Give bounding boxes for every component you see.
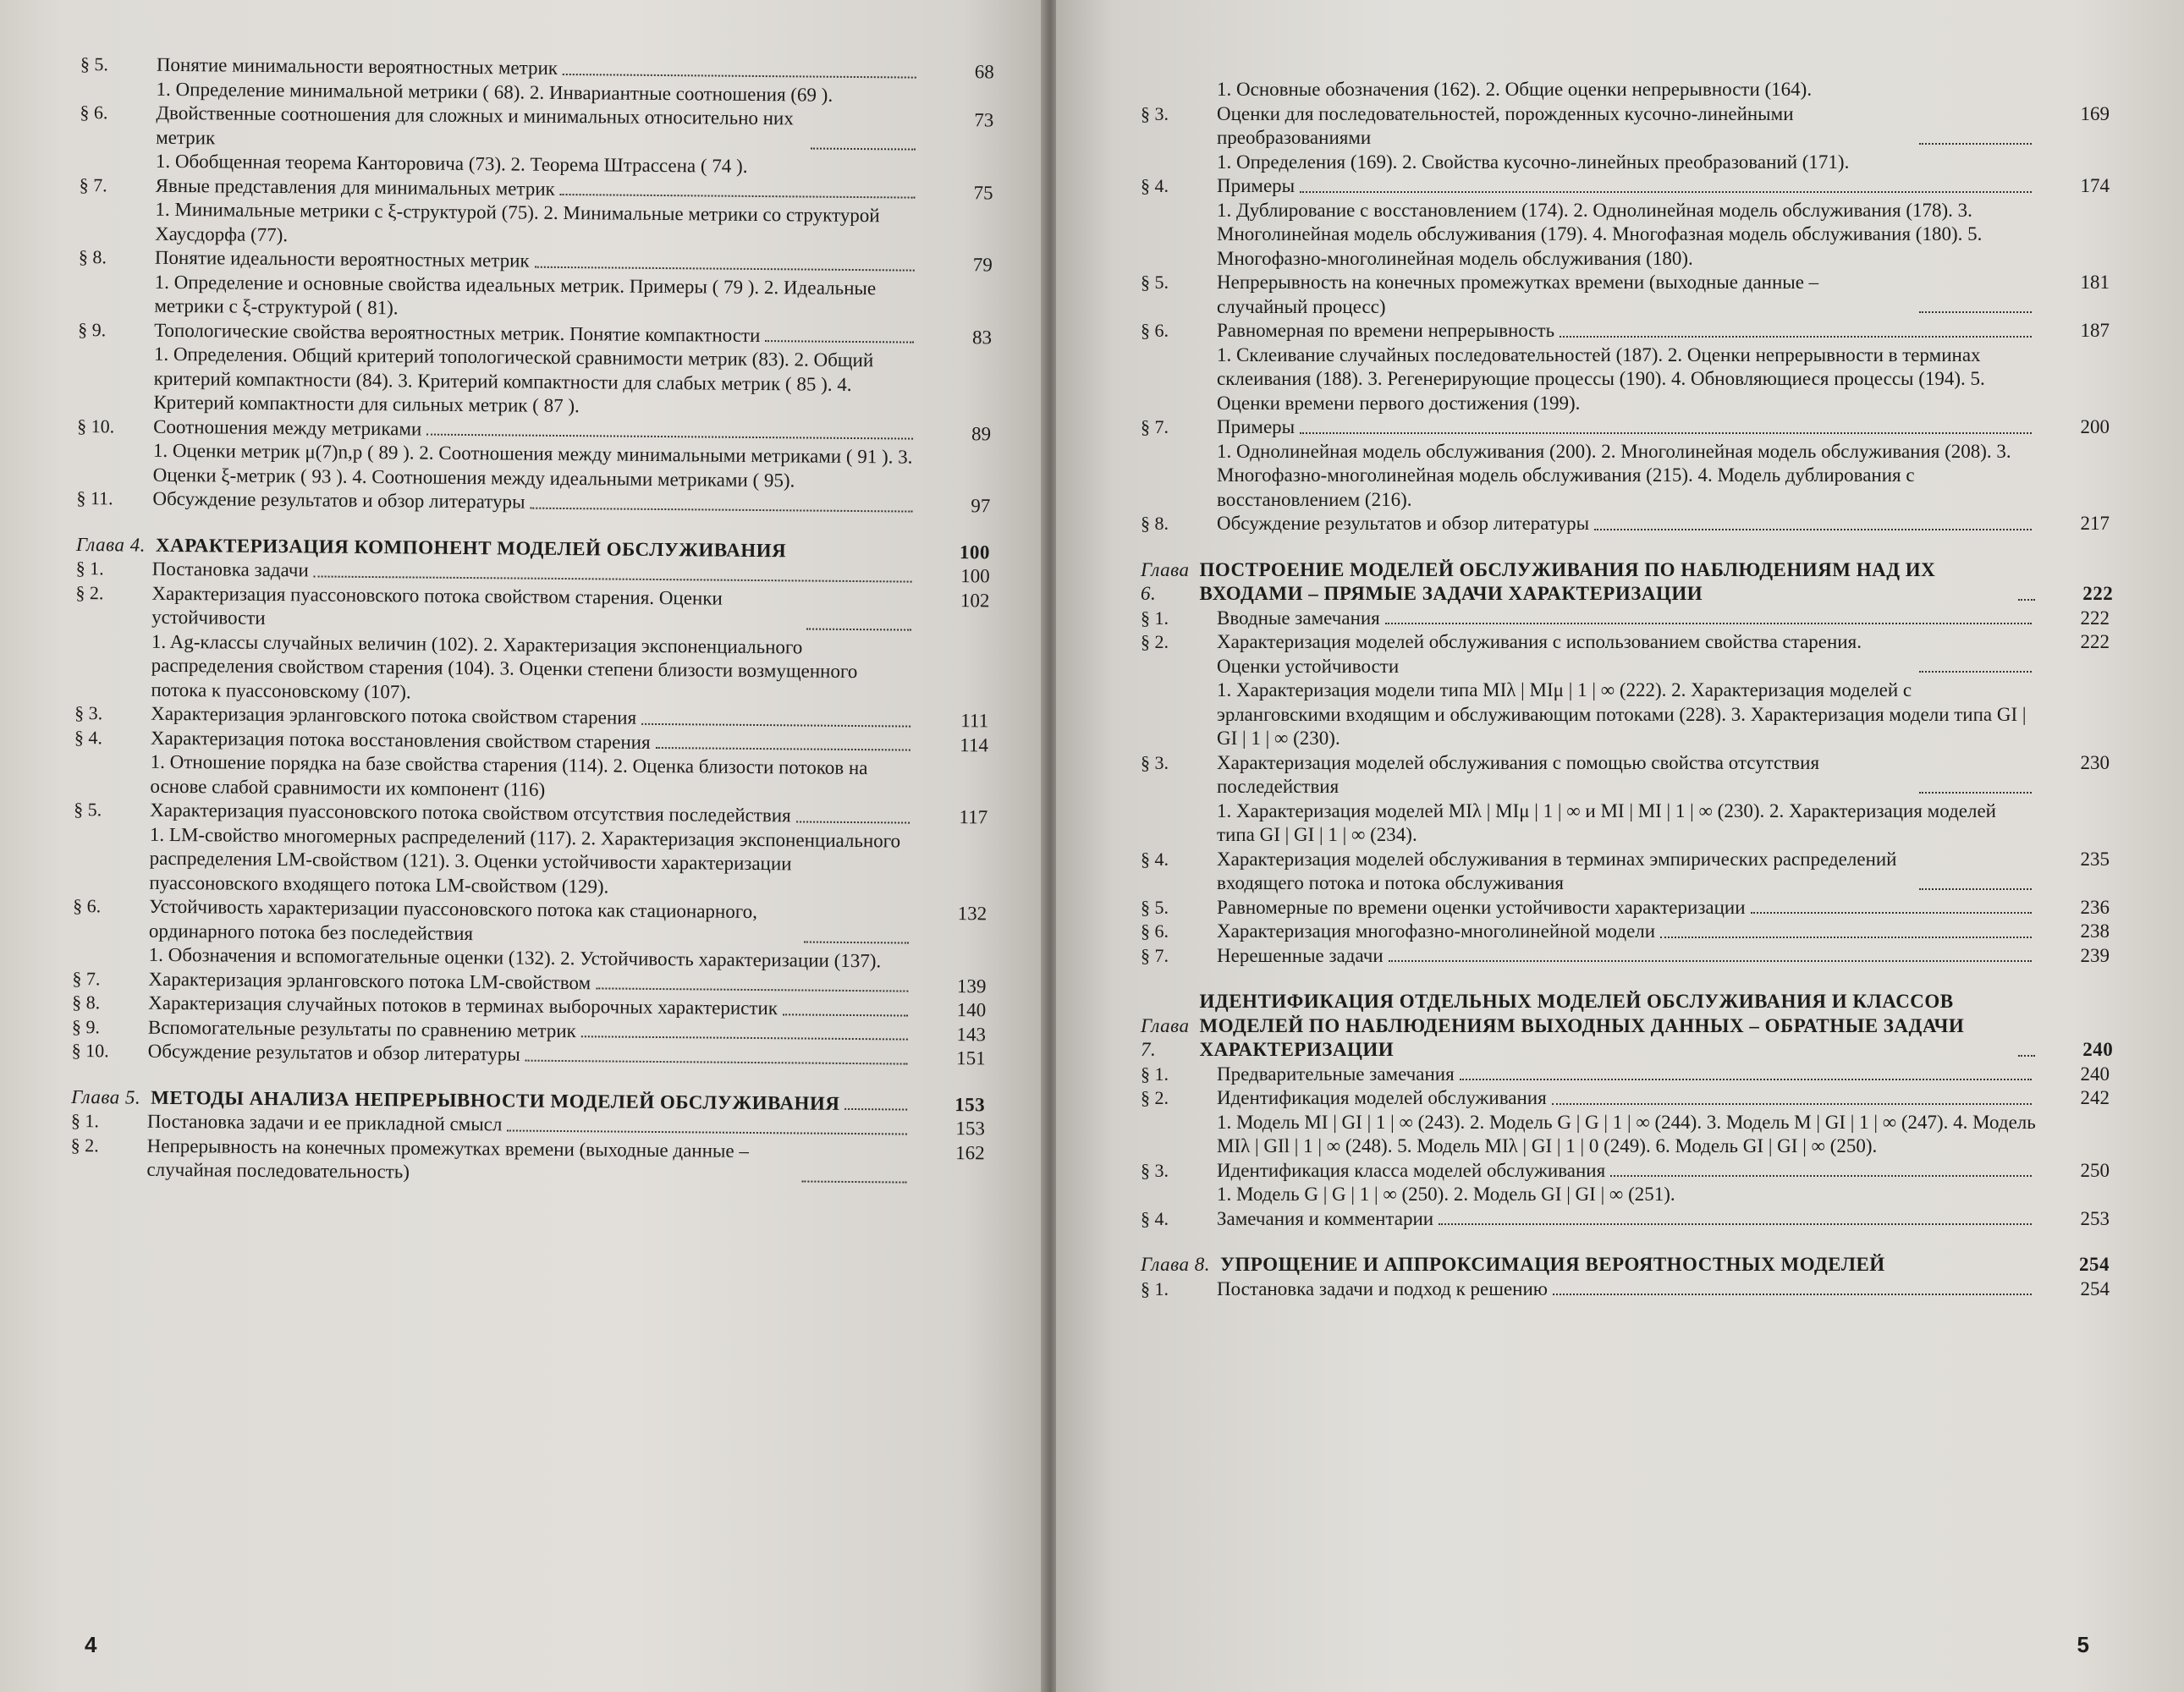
dot-leader [1553, 1294, 2032, 1295]
dot-leader [1560, 336, 2032, 338]
chapter-page: 254 [2079, 1254, 2110, 1275]
toc-entry [1141, 630, 2110, 751]
dot-leader [796, 821, 910, 823]
toc-entry [77, 414, 992, 494]
chapter-page: 153 [954, 1093, 986, 1115]
toc-entry [79, 173, 993, 253]
page-ref: 222 [2080, 631, 2110, 652]
entry-title-line [1217, 1277, 2037, 1302]
section-number: § 2. [70, 1134, 99, 1156]
toc-entry [1141, 415, 2110, 512]
section-title: Замечания и комментарии [1217, 1207, 1434, 1229]
dot-leader [656, 747, 910, 751]
entry-body [146, 1134, 911, 1189]
section-number: § 1. [70, 1109, 100, 1132]
section-number: § 10. [77, 415, 115, 437]
page-ref: 222 [2080, 607, 2110, 629]
section-title: Оценки для последовательностей, порожденных кусочно-линейными преобразованиями [1217, 102, 1794, 148]
entry-body [1217, 415, 2037, 512]
section-title: Характеризация моделей обслуживания в терминах эмпирических распределений входящего потока и потока обслуживания [1217, 848, 1897, 893]
entry-body [149, 799, 915, 902]
subsection-list: 1. Характеризация модели типа MIλ | MIμ | 1 | ∞ (222). 2. Характеризация моделей с эрланговскими входящим и обслуживающим потоками (228). 3. Характеризация модели типа GI | GI | 1 | ∞ (230). [1217, 679, 2027, 749]
section-number: § 6. [80, 101, 108, 124]
chapter-6-heading [1141, 558, 2114, 607]
entry-title-line [1217, 751, 2037, 799]
chapter-4-entries [72, 557, 990, 1071]
section-number: § 2. [1141, 631, 1169, 652]
dot-leader [802, 1180, 907, 1183]
page-ref: 100 [960, 565, 990, 587]
section-number: § 11. [76, 486, 113, 509]
entry-title-line [1217, 944, 2037, 969]
section-number: § 6. [1141, 320, 1169, 341]
page-ref: 240 [2080, 1063, 2110, 1085]
entry-title-line [1217, 319, 2037, 343]
chapter-5-entries [70, 1109, 985, 1189]
page-ref: 235 [2080, 848, 2110, 870]
left-toc [70, 52, 994, 1189]
toc-entry [1141, 102, 2110, 175]
chapter-7-heading [1141, 990, 2114, 1063]
dot-leader [811, 148, 916, 151]
section-number: § 3. [1141, 102, 1169, 124]
entry-title-line [156, 102, 921, 157]
entry-title-line [1217, 607, 2037, 631]
section-title: Вспомогательные результаты по сравнению метрик [147, 1016, 576, 1041]
section-number: § 5. [74, 798, 102, 821]
right-page [1056, 0, 2184, 1692]
subsection-list: 1. Обобщенная теорема Канторовича (73). 2. Теорема Штрассена ( 74 ). [155, 150, 748, 177]
section-title: Вводные замечания [1217, 607, 1380, 629]
section-number: § 5. [1141, 896, 1169, 918]
section-number: § 4. [1141, 848, 1169, 870]
toc-entry [73, 798, 987, 902]
entry-body [150, 726, 916, 805]
subsection-list: 1. Оценки метрик μ(7)n,p ( 89 ). 2. Соотношения между минимальными метриками ( 91 ). 3. Оценки ξ-метрик ( 93 ). 4. Соотношения между идеальными метриками ( 95). [152, 439, 913, 491]
section-title: Равномерные по времени оценки устойчивости характеризации [1217, 896, 1746, 918]
dot-leader [1594, 529, 2032, 530]
toc-entry [1141, 751, 2110, 848]
page-ref: 174 [2080, 175, 2110, 196]
entry-title-line [1217, 896, 2037, 920]
dot-leader [314, 575, 912, 582]
page-ref: 73 [974, 109, 994, 131]
dot-leader [765, 340, 914, 343]
subsection-list: 1. Модель G | G | 1 | ∞ (250). 2. Модель GI | GI | ∞ (251). [1217, 1184, 1675, 1205]
entry-body [1217, 319, 2037, 415]
entry-title-line [1217, 512, 2037, 536]
section-title: Понятие идеальности вероятностных метрик [154, 246, 530, 272]
section-title: Характеризация потока восстановления свойством старения [150, 727, 651, 753]
section-number: § 4. [1141, 175, 1169, 196]
toc-entry [1141, 1207, 2110, 1232]
entry-title-line [1217, 174, 2037, 199]
page-ref: 242 [2080, 1087, 2110, 1108]
section-title: Идентификация моделей обслуживания [1217, 1087, 1547, 1108]
dot-leader [804, 942, 909, 944]
page-ref: 254 [2080, 1277, 2110, 1299]
page-ref: 79 [972, 254, 993, 276]
section-title: Идентификация класса моделей обслуживания [1217, 1159, 1606, 1181]
page-ref: 102 [960, 589, 990, 611]
section-title: Характеризация эрланговского потока свойством старения [151, 702, 637, 728]
chapter-8-heading [1141, 1253, 2110, 1277]
dot-leader [535, 266, 915, 271]
dot-leader [596, 987, 908, 992]
entry-title-line [1217, 1207, 2037, 1232]
dot-leader [1751, 912, 2032, 914]
continued-subentry [1141, 78, 2110, 102]
page-ref: 111 [960, 710, 989, 732]
page-ref: 181 [2080, 272, 2110, 293]
section-title: Характеризация моделей обслуживания с помощью свойства отсутствия последействия [1217, 751, 1820, 797]
entry-body [1217, 607, 2037, 631]
toc-entry [1141, 944, 2110, 969]
page-ref: 162 [955, 1141, 985, 1163]
entry-body [149, 895, 915, 974]
left-page [0, 0, 1046, 1692]
chapter-label: Глава 8. [1141, 1254, 1210, 1275]
section-number: § 9. [71, 1015, 101, 1037]
section-number: § 5. [1141, 272, 1169, 293]
page-ref: 169 [2080, 102, 2110, 124]
toc-entry [73, 894, 987, 975]
toc-entry [74, 725, 988, 805]
section-number: § 10. [71, 1039, 109, 1062]
section-number: § 2. [75, 581, 104, 603]
subsection-list: 1. Минимальные метрики с ξ-структурой (75). 2. Минимальные метрики со структурой Хаусдорфа (77). [155, 198, 880, 245]
toc-entry [1141, 1277, 2110, 1302]
entry-title-line [1217, 848, 2037, 896]
section-title: Характеризация пуассоновского потока свойством старения. Оценки устойчивости [151, 582, 723, 629]
toc-entry [1141, 319, 2110, 415]
dot-leader [1385, 623, 2032, 624]
section-number: § 1. [1141, 1063, 1169, 1085]
section-title: Постановка задачи и подход к решению [1217, 1277, 1548, 1299]
entry-title-line [1217, 1063, 2037, 1087]
section-number: § 8. [78, 245, 107, 268]
dot-leader [1300, 191, 2032, 193]
chapter-label: Глава 4. [75, 533, 146, 556]
entry-body [155, 173, 921, 252]
chapter-title: УПРОЩЕНИЕ И АППРОКСИМАЦИЯ ВЕРОЯТНОСТНЫХ МОДЕЛЕЙ [1220, 1254, 1885, 1275]
page-ref: 140 [956, 999, 987, 1021]
chapter-title: ИДЕНТИФИКАЦИЯ ОТДЕЛЬНЫХ МОДЕЛЕЙ ОБСЛУЖИВАНИЯ И КЛАССОВ МОДЕЛЕЙ ПО НАБЛЮДЕНИЯМ ВЫХОДНЫХ ДАННЫХ – ОБРАТНЫЕ ЗАДАЧИ ХАРАКТЕРИЗАЦИИ [1199, 991, 1965, 1060]
section-number: § 1. [75, 557, 104, 580]
chapter-page: 100 [959, 541, 990, 563]
dot-leader [1919, 792, 2032, 794]
section-number: § 3. [74, 701, 103, 724]
entry-title-line [151, 581, 916, 636]
right-toc [1141, 78, 2114, 1301]
section-number: § 8. [1141, 513, 1169, 534]
entry-title-line [1217, 415, 2037, 440]
dot-leader [1460, 1079, 2032, 1080]
page-ref: 139 [956, 975, 987, 997]
entry-body [1217, 512, 2037, 536]
section-title: Непрерывность на конечных промежутках времени (выходные данные – случайный процесс) [1217, 272, 1819, 317]
section-title: Постановка задачи [151, 558, 309, 581]
page-ref: 200 [2080, 416, 2110, 437]
dot-leader [1919, 311, 2032, 313]
section-title: Нерешенные задачи [1217, 944, 1384, 966]
page-ref: 238 [2080, 920, 2110, 942]
dot-leader [507, 1129, 907, 1134]
section-title: Устойчивость характеризации пуассоновского потока как стационарного, ординарного потока без последействия [148, 895, 758, 944]
page-ref: 217 [2080, 513, 2110, 534]
page-ref: 132 [957, 903, 987, 925]
section-title: Соотношения между метриками [153, 415, 422, 440]
section-number: § 3. [1141, 751, 1169, 773]
entry-title-line [146, 1134, 911, 1189]
section-title: Непрерывность на конечных промежутках времени (выходные данные – случайная последовательность) [146, 1134, 750, 1183]
page-ref: 75 [973, 181, 993, 203]
entry-body [1217, 920, 2037, 944]
toc-entry [1141, 174, 2110, 271]
entry-body [1217, 271, 2037, 319]
subsection-list: 1. Определение минимальной метрики ( 68). 2. Инвариантные соотношения (69 ). [156, 78, 833, 106]
entry-body [153, 415, 919, 493]
entry-body [1217, 1086, 2037, 1159]
entry-body [1217, 174, 2037, 271]
toc-entry [1141, 512, 2110, 536]
entry-body [1217, 630, 2037, 751]
entry-body [1217, 1159, 2037, 1207]
subsection-list: 1. Обозначения и вспомогательные оценки (132). 2. Устойчивость характеризации (137). [148, 943, 882, 972]
section-title: Характеризация моделей обслуживания с использованием свойства старения. Оценки устойчивости [1217, 631, 1862, 677]
section-title: Постановка задачи и ее прикладной смысл [146, 1110, 503, 1135]
page-ref: 117 [959, 806, 988, 828]
section-number: § 4. [74, 726, 103, 748]
dot-leader [1660, 937, 2032, 938]
left-entries-group [76, 52, 994, 519]
dot-leader [1300, 432, 2032, 434]
section-title: Предварительные замечания [1217, 1063, 1455, 1085]
section-number: § 4. [1141, 1207, 1169, 1229]
section-number: § 1. [1141, 1277, 1169, 1299]
chapter-8-entries [1141, 1277, 2110, 1302]
dot-leader [563, 73, 916, 78]
page-ref: 89 [971, 422, 992, 444]
entry-title-line [1217, 630, 2037, 678]
subsection-list: 1. LM-свойство многомерных распределений (117). 2. Характеризация экспоненциального распределения LM-свойством (121). 3. Оценки устойчивости характеризации пуассоновского входящего потока LM-свойством (129). [149, 823, 901, 897]
entry-body [1217, 102, 2037, 175]
dot-leader [426, 434, 913, 440]
subsection-list: 1. Определения (169). 2. Свойства кусочно-линейных преобразований (171). [1217, 151, 1850, 173]
chapter-label: Глава 5. [71, 1085, 141, 1108]
toc-entry [74, 580, 989, 709]
entry-body [1217, 1063, 2037, 1087]
section-title: Обсуждение результатов и обзор литературы [147, 1040, 520, 1065]
page-ref: 230 [2080, 751, 2110, 773]
section-number: § 6. [73, 894, 102, 917]
section-number: § 1. [1141, 607, 1169, 629]
section-number: § 3. [1141, 1159, 1169, 1181]
subsection-list: 1. Характеризация моделей MIλ | MIμ | 1 | ∞ и MI | MI | 1 | ∞ (230). 2. Характеризация моделей типа GI | GI | 1 | ∞ (234). [1217, 799, 1996, 845]
section-number: § 8. [72, 991, 101, 1014]
page-ref: 151 [956, 1047, 986, 1069]
section-title: Двойственные соотношения для сложных и минимальных относительно них метрик [156, 102, 794, 148]
section-title: Обсуждение результатов и обзор литературы [1217, 513, 1590, 534]
dot-leader [1552, 1103, 2032, 1105]
section-number: § 6. [1141, 920, 1169, 942]
chapter-label: Глава 6. [1141, 558, 1190, 604]
entry-title-line [1217, 1086, 2037, 1111]
dot-leader [530, 507, 912, 512]
toc-entry [1141, 1159, 2110, 1207]
section-title: Примеры [1217, 175, 1296, 196]
entry-title-line [1217, 920, 2037, 944]
dot-leader [560, 194, 916, 199]
toc-entry [1141, 848, 2110, 896]
section-number: § 7. [72, 967, 101, 989]
dot-leader [525, 1059, 908, 1064]
section-title: Равномерная по времени непрерывность [1217, 320, 1555, 341]
subsection-list: 1. Дублирование с восстановлением (174). 2. Однолинейная модель обслуживания (178). 3. Многолинейная модель обслуживания (179). 4. Многофазная модель обслуживания (180). 5. Многофазно-многолинейная модель обслуживания (180). [1217, 199, 1983, 269]
entry-title-line [1217, 1159, 2037, 1184]
page-ref: 68 [974, 61, 994, 83]
section-number: § 7. [79, 173, 107, 195]
dot-leader [1919, 888, 2032, 890]
page-ref: 187 [2080, 320, 2110, 341]
entry-body [1217, 1207, 2037, 1232]
section-title: Характеризация случайных потоков в терминах выборочных характеристик [148, 992, 778, 1019]
dot-leader [1610, 1175, 2032, 1177]
section-title: Топологические свойства вероятностных метрик. Понятие компактности [154, 319, 761, 346]
dot-leader [641, 722, 910, 727]
chapter-label: Глава 7. [1141, 1014, 1190, 1060]
chapter-7-entries [1141, 1063, 2110, 1232]
page-ref: 114 [960, 733, 989, 755]
chapter-6-entries [1141, 607, 2110, 969]
page-ref: 239 [2080, 944, 2110, 966]
toc-entry [1141, 1086, 2110, 1159]
entry-title-line [1217, 271, 2037, 319]
toc-entry [1141, 896, 2110, 920]
entry-body [1217, 1277, 2037, 1302]
subsection-list: 1. Определение и основные свойства идеальных метрик. Примеры ( 79 ). 2. Идеальные метрики с ξ-структурой ( 81). [154, 271, 877, 319]
entry-body [1217, 751, 2037, 848]
subsection-list: 1. Отношение порядка на базе свойства старения (114). 2. Оценка близости потоков на основе слабой сравнимости их компонент (116) [150, 750, 868, 800]
chapter-title: МЕТОДЫ АНАЛИЗА НЕПРЕРЫВНОСТИ МОДЕЛЕЙ ОБСЛУЖИВАНИЯ [151, 1086, 840, 1114]
entry-body [1217, 896, 2037, 920]
section-title: Характеризация многофазно-многолинейной модели [1217, 920, 1656, 942]
dot-leader [1439, 1223, 2032, 1225]
chapter-page: 240 [2082, 1039, 2114, 1060]
entry-title-line [149, 895, 914, 950]
entry-body [153, 318, 919, 421]
section-title: Обсуждение результатов и обзор литературы [152, 487, 525, 513]
section-title: Явные представления для минимальных метрик [155, 174, 555, 200]
dot-leader [1919, 143, 2032, 145]
subsection-list: 1. Однолинейная модель обслуживания (200). 2. Многолинейная модель обслуживания (208). 3. Многофазно-многолинейная модель обслуживания (215). 4. Модель дублирования с восстановлением (216). [1217, 440, 2011, 510]
dot-leader [581, 1036, 908, 1040]
entry-title-line [1217, 102, 2037, 151]
section-title: Понятие минимальности вероятностных метрик [156, 53, 558, 79]
section-number: § 7. [1141, 944, 1169, 966]
chapter-title: ХАРАКТЕРИЗАЦИЯ КОМПОНЕНТ МОДЕЛЕЙ ОБСЛУЖИВАНИЯ [155, 534, 787, 561]
toc-entry [1141, 920, 2110, 944]
toc-entry [78, 245, 993, 326]
dot-leader [783, 1014, 908, 1016]
page-ref: 83 [971, 326, 993, 348]
page-ref: 153 [955, 1118, 986, 1140]
entry-body [1217, 944, 2037, 969]
entry-body [1217, 848, 2037, 896]
subsection-list: 1. Определения. Общий критерий топологической сравнимости метрик (83). 2. Общий критерий компактности (84). 3. Критерий компактности для слабых метрик ( 85 ). 4. Критерий компактности для сильных метрик ( 87 ). [153, 343, 874, 417]
page-number: 5 [2077, 1632, 2089, 1657]
section-number: § 7. [1141, 416, 1169, 437]
entry-body [156, 53, 921, 108]
page-number: 4 [85, 1632, 97, 1657]
dot-leader [1389, 960, 2032, 962]
section-number: § 9. [78, 318, 107, 340]
page-ref: 97 [971, 495, 991, 517]
toc-entry [70, 1133, 984, 1189]
toc-entry [80, 101, 994, 181]
page-ref: 250 [2080, 1159, 2110, 1181]
section-number: § 5. [80, 52, 108, 75]
dot-leader [1919, 671, 2032, 673]
entry-body [156, 102, 921, 180]
subsection-list: 1. Модель MI | GI | 1 | ∞ (243). 2. Модель G | G | 1 | ∞ (244). 3. Модель M | GI | 1 | ∞ (247). 4. Модель MIλ | GIl | 1 | ∞ (248). 5. Модель MIλ | GI | 1 | 0 (249). 6. Модель GI | GI | ∞ (250). [1217, 1111, 2036, 1156]
section-number: § 2. [1141, 1087, 1169, 1108]
chapter-page: 222 [2082, 583, 2114, 604]
page-ref: 253 [2080, 1207, 2110, 1229]
toc-entry [1141, 271, 2110, 319]
toc-entry [1141, 1063, 2110, 1087]
subentry-text: 1. Основные обозначения (162). 2. Общие оценки непрерывности (164). [1217, 79, 1813, 100]
toc-entry [77, 317, 992, 421]
toc-entry [1141, 607, 2110, 631]
page-ref: 143 [956, 1023, 987, 1045]
section-title: Примеры [1217, 416, 1296, 437]
dot-leader [806, 628, 911, 630]
entry-body [151, 581, 916, 708]
subsection-list: 1. Склеивание случайных последовательностей (187). 2. Оценки непрерывности в терминах склеивания (188). 3. Регенерирующие процессы (190). 4. Обновляющиеся процессы (194). 5. Оценки времени первого достижения (199). [1217, 343, 1985, 414]
page-ref: 236 [2080, 896, 2110, 918]
chapter-title: ПОСТРОЕНИЕ МОДЕЛЕЙ ОБСЛУЖИВАНИЯ ПО НАБЛЮДЕНИЯМ НАД ИХ ВХОДАМИ – ПРЯМЫЕ ЗАДАЧИ ХАРАКТЕРИЗАЦИИ [1199, 558, 1936, 604]
right-entries-group [1141, 102, 2110, 536]
entry-body [154, 246, 920, 325]
subsection-list: 1. Ag-классы случайных величин (102). 2. Характеризация экспоненциального распределения свойством старения (104). 3. Оценки степени близости возмущенного потока к пуассоновскому (107). [151, 630, 858, 702]
toc-entry [80, 52, 994, 108]
section-title: Характеризация пуассоновского потока свойством отсутствия последействия [150, 799, 791, 827]
section-title: Характеризация эрланговского потока LM-свойством [148, 968, 591, 993]
